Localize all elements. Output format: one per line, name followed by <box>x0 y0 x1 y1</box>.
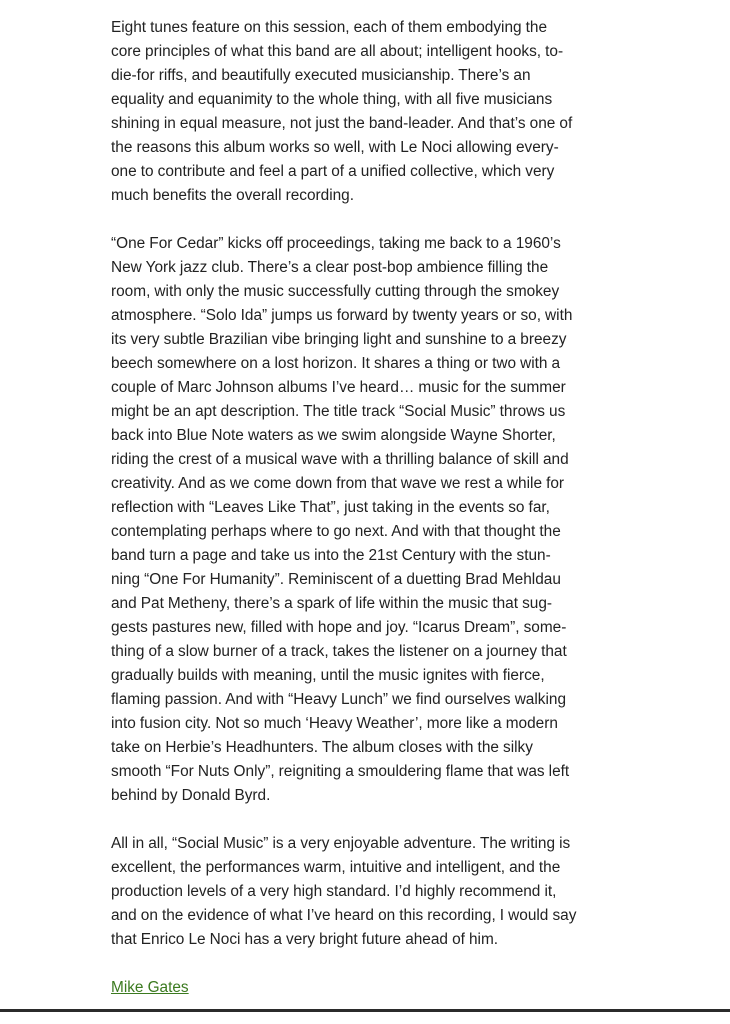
paragraph-conclusion <box>111 832 586 952</box>
text-line: Eight tunes feature on this session, each of them embodying the <box>111 19 548 36</box>
text-line: might be an apt description. The title track “Social Music” throws us <box>111 403 566 420</box>
text-line: atmosphere. “Solo Ida” jumps us forward by twenty years or so, with <box>111 307 573 324</box>
text-line: the reasons this album works so well, with Le Noci allowing every- <box>111 139 559 156</box>
text-line: take on Herbie’s Headhunters. The album closes with the silky <box>111 739 533 756</box>
text-line: die-for riffs, and beautifully executed musicianship. There’s an <box>111 67 531 84</box>
text-line: flaming passion. And with “Heavy Lunch” we find ourselves walking <box>111 691 567 708</box>
text-line: behind by Donald Byrd. <box>111 787 271 804</box>
text-line: much benefits the overall recording. <box>111 187 355 204</box>
text-line: and Pat Metheny, there’s a spark of life within the music that sug- <box>111 595 553 612</box>
text-line: “One For Cedar” kicks off proceedings, taking me back to a 1960’s <box>111 235 561 252</box>
paragraph-intro <box>111 16 586 208</box>
text-line: excellent, the performances warm, intuitive and intelligent, and the <box>111 859 561 876</box>
text-line: contemplating perhaps where to go next. And with that thought the <box>111 523 561 540</box>
article-body <box>111 16 586 1024</box>
text-line: core principles of what this band are all about; intelligent hooks, to- <box>111 43 564 60</box>
text-line: gests pastures new, filled with hope and joy. “Icarus Dream”, some- <box>111 619 567 636</box>
text-line: that Enrico Le Noci has a very bright future ahead of him. <box>111 931 499 948</box>
text-line: shining in equal measure, not just the band-leader. And that’s one of <box>111 115 573 132</box>
text-line: thing of a slow burner of a track, takes the listener on a journey that <box>111 643 567 660</box>
author-link[interactable]: Mike Gates <box>111 979 189 996</box>
text-line: All in all, “Social Music” is a very enjoyable adventure. The writing is <box>111 835 571 852</box>
text-line: room, with only the music successfully cutting through the smokey <box>111 283 560 300</box>
text-line: back into Blue Note waters as we swim alongside Wayne Shorter, <box>111 427 556 444</box>
text-line: its very subtle Brazilian vibe bringing light and sunshine to a breezy <box>111 331 567 348</box>
text-line: couple of Marc Johnson albums I’ve heard… music for the summer <box>111 379 566 396</box>
author-credit <box>111 976 586 1000</box>
text-line: New York jazz club. There’s a clear post-bop ambience filling the <box>111 259 549 276</box>
text-line: one to contribute and feel a part of a unified collective, which very <box>111 163 555 180</box>
text-line: production levels of a very high standard. I’d highly recommend it, <box>111 883 557 900</box>
text-line: beech somewhere on a lost horizon. It shares a thing or two with a <box>111 355 561 372</box>
text-line: equality and equanimity to the whole thing, with all five musicians <box>111 91 553 108</box>
text-line: riding the crest of a musical wave with a thrilling balance of skill and <box>111 451 569 468</box>
text-line: creativity. And as we come down from that wave we rest a while for <box>111 475 565 492</box>
text-line: and on the evidence of what I’ve heard on this recording, I would say <box>111 907 577 924</box>
text-line: band turn a page and take us into the 21st Century with the stun- <box>111 547 551 564</box>
text-line: ning “One For Humanity”. Reminiscent of a duetting Brad Mehldau <box>111 571 561 588</box>
text-line: smooth “For Nuts Only”, reigniting a smouldering flame that was left <box>111 763 570 780</box>
text-line: reflection with “Leaves Like That”, just taking in the events so far, <box>111 499 550 516</box>
text-line: into fusion city. Not so much ‘Heavy Weather’, more like a modern <box>111 715 558 732</box>
text-line: gradually builds with meaning, until the music ignites with fierce, <box>111 667 545 684</box>
paragraph-tracks <box>111 232 586 808</box>
